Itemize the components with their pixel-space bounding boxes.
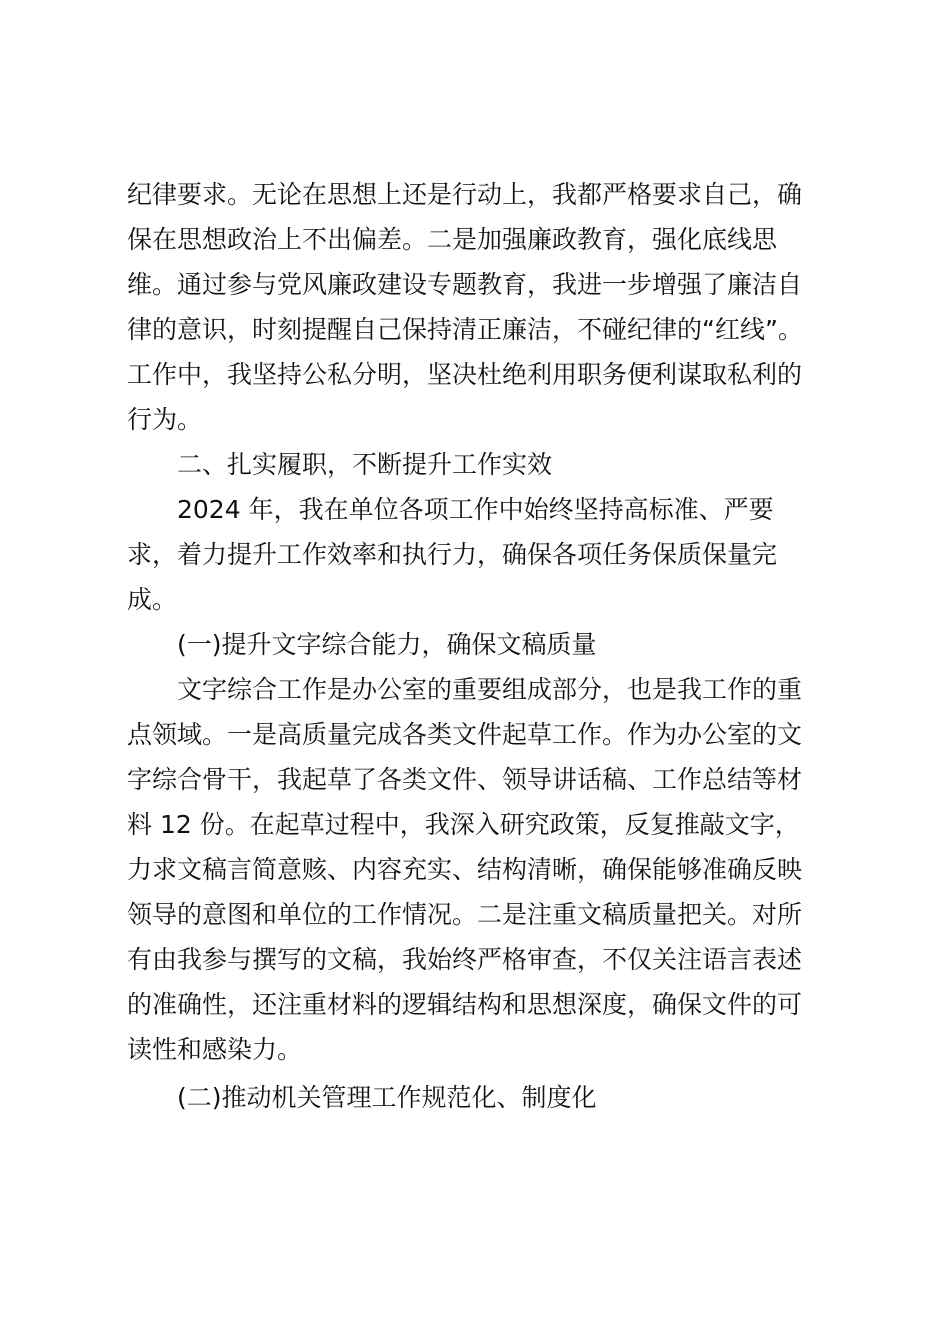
- paragraph-line: 点领域。一是高质量完成各类文件起草工作。作为办公室的文: [127, 720, 803, 749]
- paragraph-line: 纪律要求。无论在思想上还是行动上，我都严格要求自己，确: [127, 180, 803, 209]
- paragraph-line: 维。通过参与党风廉政建设专题教育，我进一步增强了廉洁自: [127, 270, 803, 299]
- paragraph-line: 领导的意图和单位的工作情况。二是注重文稿质量把关。对所: [127, 900, 803, 929]
- paragraph-line: 力求文稿言简意赅、内容充实、结构清晰，确保能够准确反映: [127, 855, 803, 884]
- subsection-heading: (一)提升文字综合能力，确保文稿质量: [177, 630, 597, 659]
- paragraph-line: 求，着力提升工作效率和执行力，确保各项任务保质保量完: [127, 540, 778, 569]
- paragraph-line: 的准确性，还注重材料的逻辑结构和思想深度，确保文件的可: [127, 990, 803, 1019]
- paragraph-line: 字综合骨干，我起草了各类文件、领导讲话稿、工作总结等材: [127, 765, 803, 794]
- paragraph-line: 行为。: [127, 405, 203, 434]
- paragraph-line: 料 12 份。在起草过程中，我深入研究政策，反复推敲文字，: [127, 810, 800, 839]
- paragraph-line: 保在思想政治上不出偏差。二是加强廉政教育，强化底线思: [127, 225, 778, 254]
- paragraph-line: 读性和感染力。: [127, 1035, 303, 1064]
- paragraph-line: 2024 年，我在单位各项工作中始终坚持高标准、严要: [177, 495, 774, 524]
- document-body: [127, 172, 819, 1120]
- paragraph-line: 律的意识，时刻提醒自己保持清正廉洁，不碰纪律的“红线”。: [127, 315, 803, 344]
- section-heading: 二、扎实履职，不断提升工作实效: [177, 450, 553, 479]
- subsection-heading: (二)推动机关管理工作规范化、制度化: [177, 1083, 597, 1112]
- paragraph-line: 成。: [127, 585, 178, 614]
- paragraph-line: 工作中，我坚持公私分明，坚决杜绝利用职务便利谋取私利的: [127, 360, 803, 389]
- paragraph-line: 有由我参与撰写的文稿，我始终严格审查，不仅关注语言表述: [127, 945, 803, 974]
- paragraph-line: 文字综合工作是办公室的重要组成部分，也是我工作的重: [177, 675, 803, 704]
